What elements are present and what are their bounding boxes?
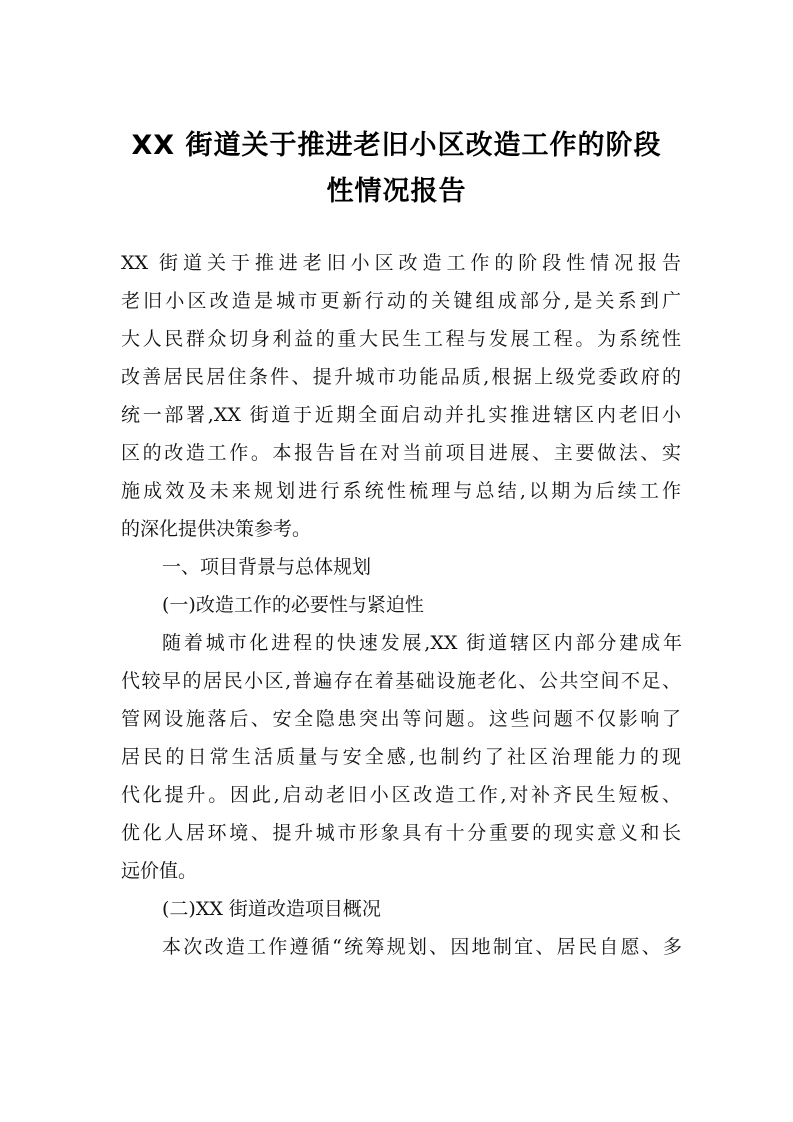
body-line-19: 本次改造工作遵循“统筹规划、因地制宜、居民自愿、多 (162, 936, 682, 958)
subsection-heading-1: (一)改造工作的必要性与紧迫性 (162, 594, 424, 616)
subsection-heading-2: (二)XX 街道改造项目概况 (162, 898, 381, 920)
document-title-line-2: 性情况报告 (326, 176, 467, 207)
body-line-12: 代较早的居民小区,普遍存在着基础设施老化、公共空间不足、 (121, 670, 681, 692)
body-line-14: 居民的日常生活质量与安全感,也制约了社区治理能力的现 (121, 746, 681, 768)
body-line-11: 随着城市化进程的快速发展,XX 街道辖区内部分建成年 (162, 632, 682, 654)
body-line-6: 区的改造工作。本报告旨在对当前项目进展、主要做法、实 (121, 442, 681, 464)
body-line-2: 老旧小区改造是城市更新行动的关键组成部分,是关系到广 (121, 290, 681, 312)
body-line-5: 统一部署,XX 街道于近期全面启动并扎实推进辖区内老旧小 (121, 404, 681, 426)
body-line-1: XX 街道关于推进老旧小区改造工作的阶段性情况报告 (121, 252, 681, 274)
document-title-line-1: XX 街道关于推进老旧小区改造工作的阶段 (131, 130, 662, 161)
section-heading-1: 一、项目背景与总体规划 (162, 556, 372, 578)
body-line-8: 的深化提供决策参考。 (121, 518, 312, 540)
body-line-17: 远价值。 (121, 860, 198, 882)
body-line-15: 代化提升。因此,启动老旧小区改造工作,对补齐民生短板、 (121, 784, 681, 806)
body-line-7: 施成效及未来规划进行系统性梳理与总结,以期为后续工作 (121, 480, 681, 502)
body-line-16: 优化人居环境、提升城市形象具有十分重要的现实意义和长 (121, 822, 681, 844)
body-line-13: 管网设施落后、安全隐患突出等问题。这些问题不仅影响了 (121, 708, 681, 730)
body-line-4: 改善居民居住条件、提升城市功能品质,根据上级党委政府的 (121, 366, 681, 388)
body-line-3: 大人民群众切身利益的重大民生工程与发展工程。为系统性 (121, 328, 681, 350)
